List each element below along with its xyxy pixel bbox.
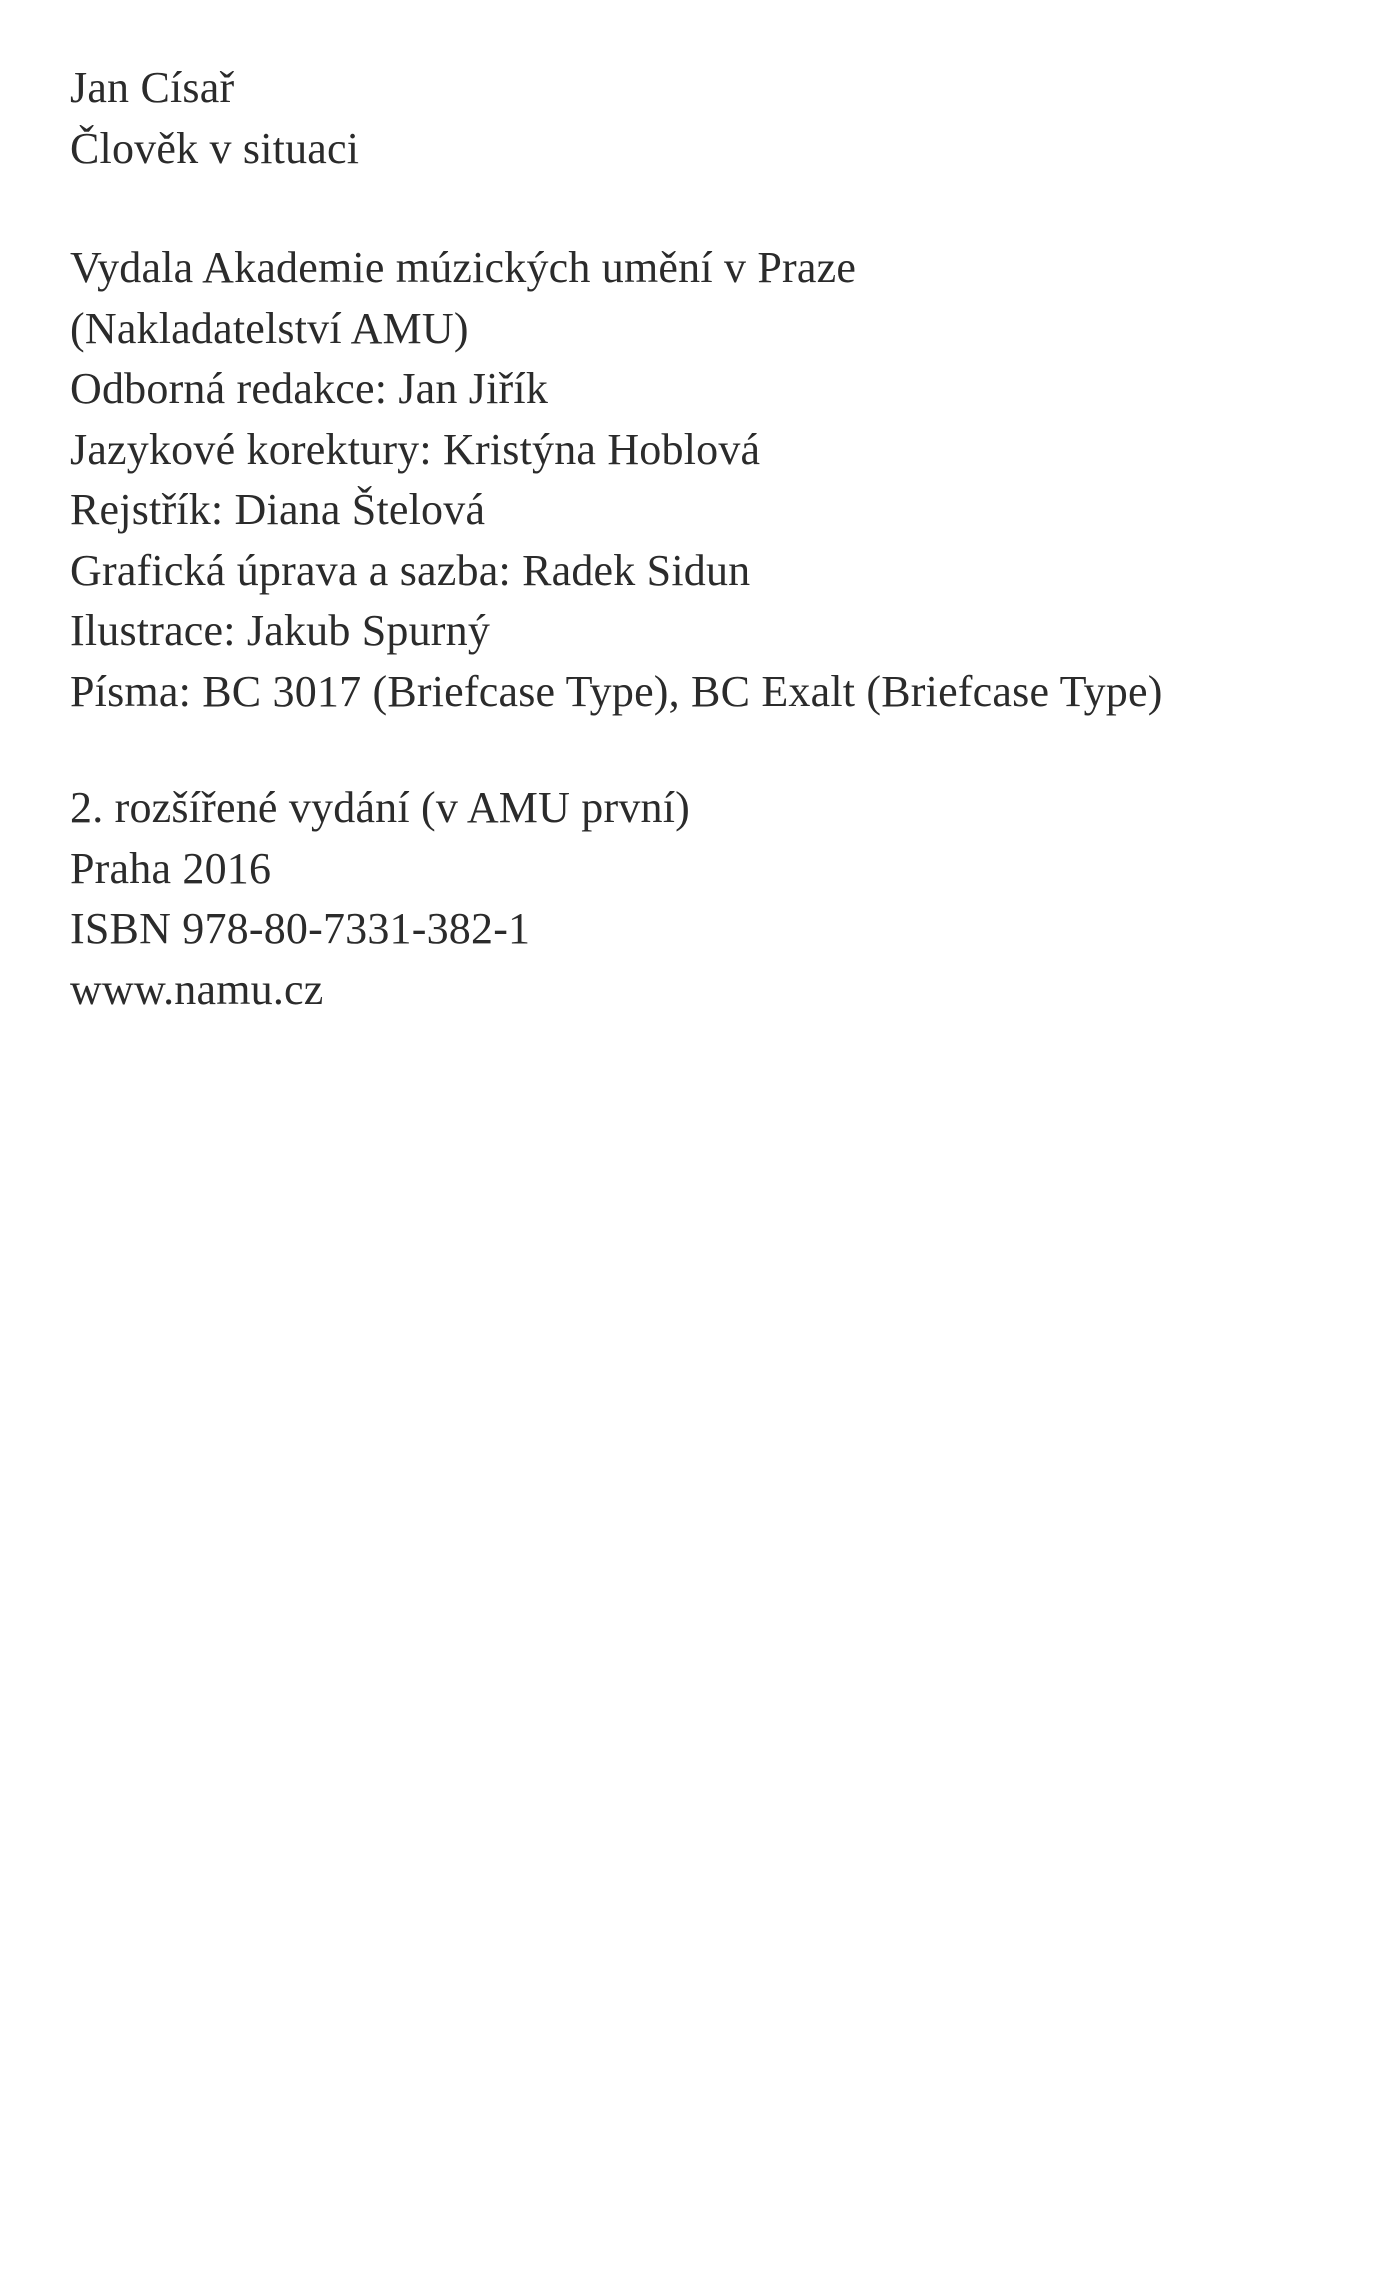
publisher-line: Vydala Akademie múzických umění v Praze (70, 243, 857, 292)
isbn-line: ISBN 978-80-7331-382-1 (70, 904, 531, 953)
website-line: www.namu.cz (70, 964, 324, 1014)
publisher-imprint-line: (Nakladatelství AMU) (70, 303, 469, 353)
credits-block (70, 238, 1370, 722)
fonts-line: Písma: BC 3017 (Briefcase Type), BC Exalt (Briefcase Type) (70, 666, 1163, 716)
design-typesetting-line: Grafická úprava a sazba: Radek Sidun (70, 545, 751, 595)
place-year: Praha 2016 (70, 843, 272, 893)
edition-note: 2. rozšířené vydání (v AMU první) (70, 783, 691, 832)
editor-line: Odborná redakce: Jan Jiřík (70, 364, 549, 413)
author-title-block (70, 58, 1370, 179)
book-title: Člověk v situaci (70, 123, 360, 173)
illustration-line: Ilustrace: Jakub Spurný (70, 606, 491, 655)
author-name: Jan Císař (70, 63, 235, 112)
index-line: Rejstřík: Diana Štelová (70, 485, 486, 534)
edition-block (70, 778, 1370, 1020)
proofreading-line: Jazykové korektury: Kristýna Hoblová (70, 424, 761, 474)
